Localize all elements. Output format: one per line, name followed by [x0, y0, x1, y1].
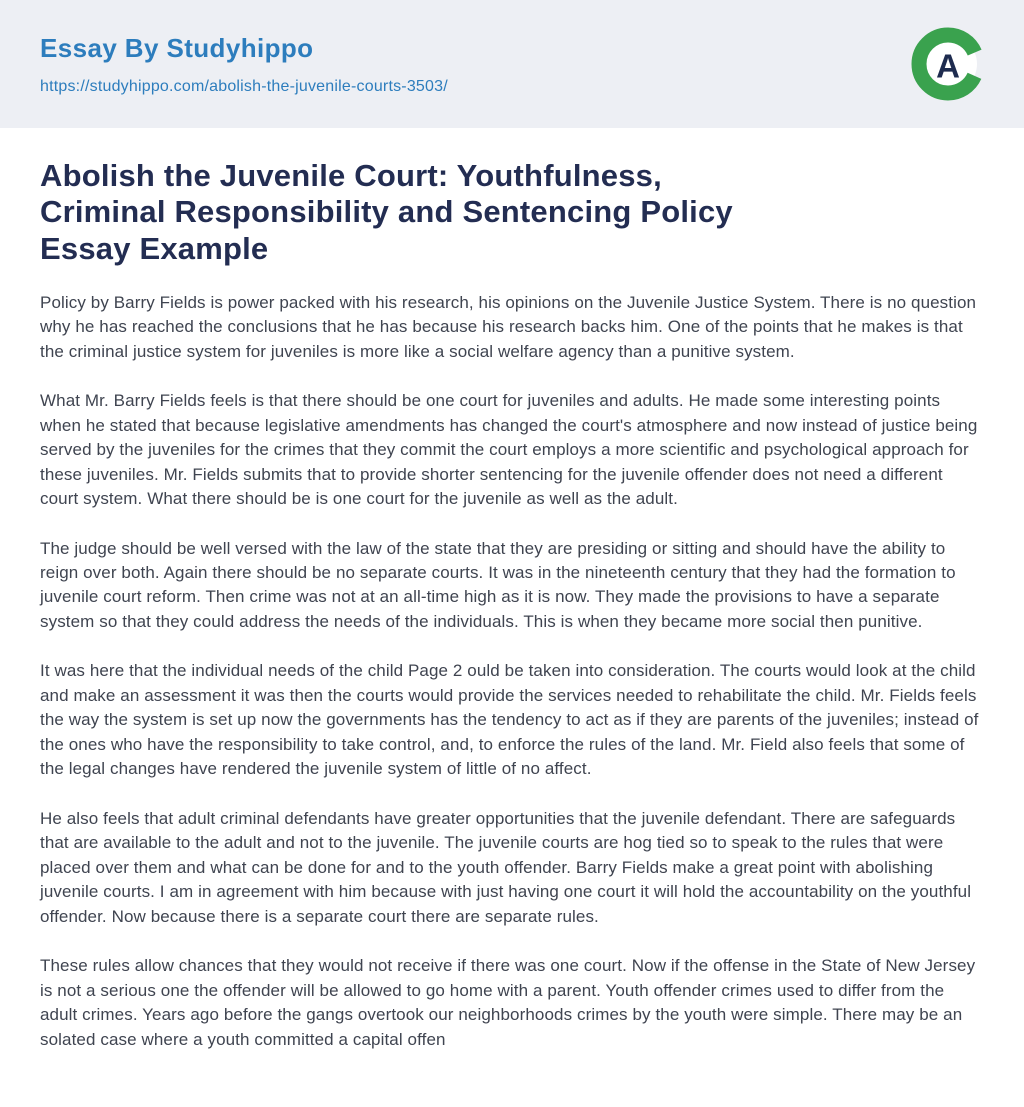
- essay-paragraph: Policy by Barry Fields is power packed with his research, his opinions on the Juvenile Justice System. There is no question why he has reached the conclusions that he has because his research backs him. One of the points that he makes is that the criminal justice system for juveniles is more like a social welfare agency than a punitive system.: [40, 292, 977, 361]
- essay-paragraph: It was here that the individual needs of the child Page 2 ould be taken into consideration. The courts would look at the child and make an assessment it was then the courts would provide the services needed to rehabilitate the child. Mr. Fields feels the way the system is set up now the governments has the tendency to act as if they are parents of the juveniles; instead of the ones who have the responsibility to take control, and, to enforce the rules of the land. Mr. Field also feels that some of the legal changes have rendered the juvenile system of little of no affect.: [40, 661, 979, 779]
- page-header: [0, 0, 1024, 128]
- essay-title: [40, 158, 984, 267]
- header-text-block: [40, 33, 448, 96]
- essay-url-link[interactable]: https://studyhippo.com/abolish-the-juvenile-courts-3503/: [40, 77, 448, 95]
- site-title: Essay By Studyhippo: [40, 32, 314, 63]
- studyhippo-logo: [910, 26, 986, 102]
- essay-paragraph: What Mr. Barry Fields feels is that there should be one court for juveniles and adults. He made some interesting points when he stated that because legislative amendments has changed the court's atmosphere and now instead of justice being served by the juveniles for the crimes that they commit the court employs a more scientific and psychological approach for these juveniles. Mr. Fields submits that to provide shorter sentencing for the juvenile offender does not need a different court system. What there should be is one court for the juvenile as well as the adult.: [40, 391, 978, 509]
- essay-paragraph: He also feels that adult criminal defendants have greater opportunities that the juvenile defendant. There are safeguards that are available to the adult and not to the juvenile. The juvenile courts are hog tied so to speak to the rules that were placed over them and what can be done for and to the youth offender. Barry Fields make a great point with abolishing juvenile courts. I am in agreement with him because with just having one court it will hold the accountability on the youthful offender. Now because there is a separate court there are separate rules.: [40, 808, 972, 926]
- essay-title-line-3: Essay Example: [40, 230, 269, 266]
- essay-content: [0, 158, 1024, 1107]
- essay-paragraph: These rules allow chances that they would not receive if there was one court. Now if the offense in the State of New Jersey is not a serious one the offender will be allowed to go home with a parent. Youth offender crimes used to differ from the adult crimes. Years ago before the gangs overtook our neighborhoods crimes by the youth were simple. There may be an solated case where a youth committed a capital offen: [40, 956, 976, 1049]
- logo-letter: A: [936, 47, 960, 85]
- essay-title-line-2: Criminal Responsibility and Sentencing Policy: [40, 194, 733, 230]
- essay-title-line-1: Abolish the Juvenile Court: Youthfulness,: [40, 158, 662, 193]
- studyhippo-logo-svg: [910, 26, 986, 102]
- essay-paragraph: The judge should be well versed with the law of the state that they are presiding or sitting and should have the ability to reign over both. Again there should be no separate courts. It was in the nineteenth century that they had the formation to juvenile court reform. Then crime was not at an all-time high as it is now. They made the provisions to have a separate system so that they could address the needs of the individuals. This is when they became more social then punitive.: [40, 538, 956, 631]
